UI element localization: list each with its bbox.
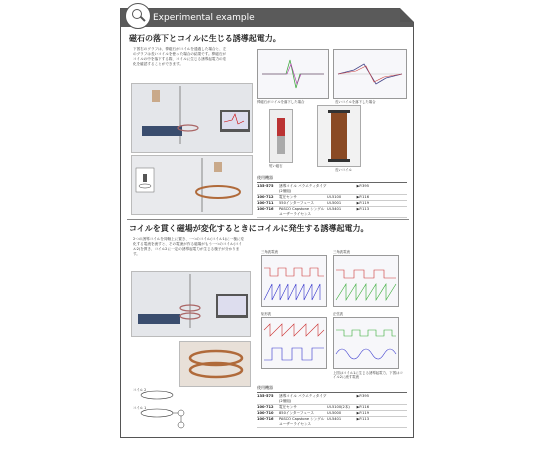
graph4-caption: 三角波電流 (333, 250, 350, 254)
waveform-plot-1 (258, 50, 328, 98)
graph-sine (333, 317, 399, 369)
experiment-photo-2 (131, 155, 253, 215)
section2-title: コイルを貫く磁場が変化するときにコイルに発生する誘導起電力。 (129, 224, 369, 233)
equipment-row: 100-712 電圧センサ UI-5100 ▶P.116 (257, 195, 407, 201)
equipment-row: 100-711 550インターフェース UI-5001 ▶P.119 (257, 201, 407, 207)
magnet-icon (270, 110, 292, 162)
graph5-caption: 矩形波 (261, 312, 272, 316)
coil1-label: コイル 1 (133, 406, 147, 410)
triangle-wave-plot-2 (334, 256, 398, 306)
section2-body: 2つの誘導コイルを同軸上に置き、一つのコイル(コイル1)に一様に変化する電流を流すと、その電流が作る磁場がもう一つのコイル(コイル2)を貫き、コイル2に一定の誘導起電力が生じる様子が分かります。 (133, 237, 245, 256)
magnet-caption: 短い磁石 (269, 164, 283, 168)
coil-photo (317, 105, 361, 167)
experiment-photo-1 (131, 83, 253, 153)
coil-closeup (180, 342, 250, 386)
document-page (120, 8, 414, 438)
waveform-plot-2 (334, 50, 406, 98)
magnet-photo (269, 109, 293, 163)
section-divider (127, 219, 409, 220)
section1-title: 磁石の落下とコイルに生じる誘導起電力。 (129, 34, 281, 43)
header-bar (121, 9, 413, 27)
graph-note: 上図はコイル1に生じる誘導起電力、下図はコイル2に流す電流 (333, 371, 403, 380)
equipment-row: 100-712 電圧センサ UI-5100(2本) ▶P.116 (257, 405, 407, 411)
equipment-row: 135-575 誘導コイル バラエティタイプ(2個組) ▶P.395 (257, 394, 407, 405)
coil-caption: 長いコイル (335, 168, 352, 172)
folded-corner (400, 8, 414, 22)
experiment-photo-3 (131, 271, 251, 337)
coil2-label: コイル 2 (133, 388, 147, 392)
graph-magnet-coil (257, 49, 329, 99)
apparatus-photo-1 (132, 84, 252, 152)
equipment-list-1 (257, 175, 407, 218)
apparatus-photo-3 (132, 272, 250, 336)
equipment-row: 100-716 PASCO Capstone シングルユーザーライセンス UI-5401 ▶P.113 (257, 207, 407, 218)
graph6-caption: 正弦波 (333, 312, 344, 316)
section1-body: 下図右のグラフは、棒磁石がコイルを通過した場合と、左のグラフは長いコイルを使った場合の結果です。棒磁石がコイルの中を落下する際、コイルに生じる誘導起電力の変化を確認することができます。 (133, 47, 227, 66)
graph-square (261, 317, 327, 369)
equipment-title-2: 使用機器 (257, 385, 407, 393)
equipment-row: 100-716 PASCO Capstone シングルユーザーライセンス UI-5401 ▶P.113 (257, 417, 407, 428)
apparatus-photo-2 (132, 156, 252, 214)
equipment-list-2 (257, 385, 407, 428)
equipment-row: 135-575 誘導コイル バラエティタイプ(2個組) ▶P.395 (257, 184, 407, 195)
graph1-caption: 棒磁石がコイルを落下した場合 (257, 100, 305, 104)
header-label: Experimental example (153, 13, 255, 23)
square-wave-plot (262, 318, 326, 368)
graph-triangle-1 (261, 255, 327, 307)
graph-long-coil (333, 49, 407, 99)
magnifier-icon (125, 3, 151, 29)
sine-wave-plot (334, 318, 398, 368)
graph3-caption: 三角波電流 (261, 250, 278, 254)
graph2-caption: 長いコイルを落下した場合 (335, 100, 376, 104)
triangle-wave-plot-1 (262, 256, 326, 306)
coil-icon (318, 106, 360, 166)
coil-diagram (131, 385, 191, 433)
equipment-title-1: 使用機器 (257, 175, 407, 183)
equipment-row: 100-710 850インターフェース UI-5000 ▶P.119 (257, 411, 407, 417)
coil-closeup-photo (179, 341, 251, 387)
graph-triangle-2 (333, 255, 399, 307)
